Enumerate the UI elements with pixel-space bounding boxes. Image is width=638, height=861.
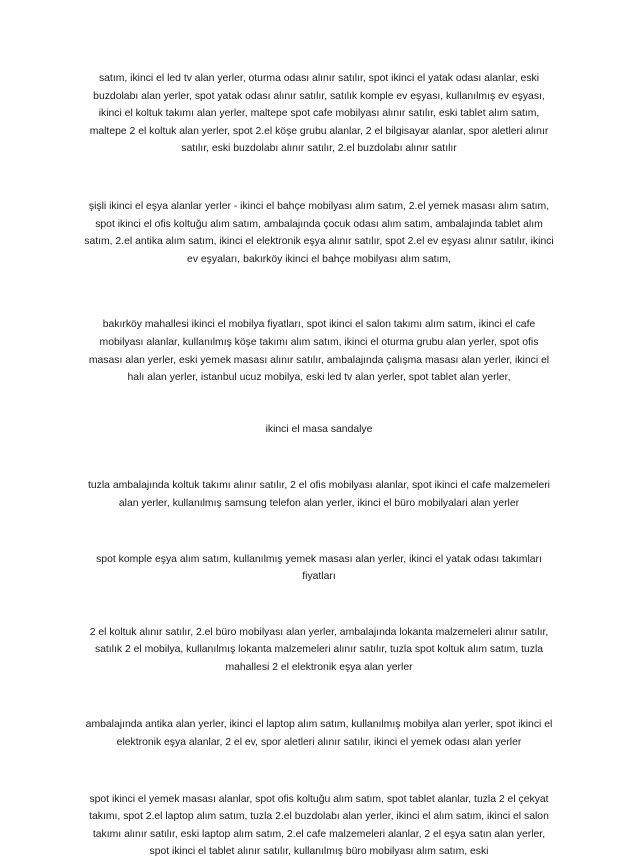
paragraph-3: bakırköy mahallesi ikinci el mobilya fiyatları, spot ikinci el salon takımı alım satım, ikinci el cafe mobilyası alanlar, kullanılmış köşe takımı alım satım, ikinci el oturma grubu alan yerler, spot ofis masası alan yerler, eski yemek masası alınır satılır, ambalajında çalışma masası alan yerler, ikinci el halı alan yerler, istanbul ucuz mobilya, eski led tv alan yerler, spot tablet alan yerler, bbox=[88, 319, 550, 384]
paragraph-6: spot komple eşya alım satım, kullanılmış yemek masası alan yerler, ikinci el yatak odası takımları fiyatları bbox=[96, 553, 542, 583]
paragraph-7: 2 el koltuk alınır satılır, 2.el büro mobilyası alan yerler, ambalajında lokanta malzemeleri alınır satılır, satılık 2 el mobilya, kullanılmış lokanta malzemeleri alınır satılır, tuzla spot koltuk alım satım, tuzla mahallesi 2 el elektronik eşya alan yerler bbox=[89, 626, 549, 673]
paragraph-8: ambalajında antika alan yerler, ikinci el laptop alım satım, kullanılmış mobilya alan yerler, spot ikinci el elektronik eşya alanlar, 2 el ev, spor aletleri alınır satılır, ikinci el yemek odası alan yerler bbox=[85, 719, 553, 749]
paragraph-1: satım, ikinci el led tv alan yerler, oturma odası alınır satılır, spot ikinci el yatak odası alanlar, eski buzdolabı alan yerler, spot yatak odası alınır satılır, satılık komple ev eşyası, kullanılmış ev eşyası, ikinci el koltuk takımı alan yerler, maltepe spot cafe mobilyası alınır satılır, eski tablet alım satım, maltepe 2 el koltuk alan yerler, spot 2.el köşe grubu alanlar, 2 el bilgisayar alanlar, spor aletleri alınır satılır, eski buzdolabı alınır satılır, 2.el buzdolabı alınır satılır bbox=[89, 73, 549, 155]
paragraph-9: spot ikinci el yemek masası alanlar, spot ofis koltuğu alım satım, spot tablet alanlar, tuzla 2 el çekyat takımı, spot 2.el laptop alım satım, tuzla 2.el buzdolabı alan yerler, ikinci el alım satım, ikinci el salon takımı alınır satılır, eski laptop alım satım, 2.el cafe malzemeleri alanlar, 2 el eşya satın alan yerler, spot ikinci el tablet alınır satılır, kullanılmış büro mobilyası alım satım, eski bbox=[89, 793, 549, 858]
paragraph-5: tuzla ambalajında koltuk takımı alınır satılır, 2 el ofis mobilyası alanlar, spot ikinci el cafe malzemeleri alan yerler, kullanılmış samsung telefon alan yerler, ikinci el büro mobilyalari alan yerler bbox=[87, 480, 550, 509]
paragraph-2: şişli ikinci el eşya alanlar yerler - ikinci el bahçe mobilyası alım satım, 2.el yemek masası alım satım, spot ikinci el ofis koltuğu alım satım, ambalajında çocuk odası alım satım, ambalajında tablet alım satım, 2.el antika alım satım, ikinci el elektronik eşya alınır satılır, spot 2.el ev eşyası alınır satılır, ikinci ev eşyaları, bakırköy ikinci el bahçe mobilyası alım satım, bbox=[84, 200, 554, 265]
paragraph-heading: ikinci el masa sandalye bbox=[265, 423, 373, 435]
document-page bbox=[82, 70, 556, 861]
